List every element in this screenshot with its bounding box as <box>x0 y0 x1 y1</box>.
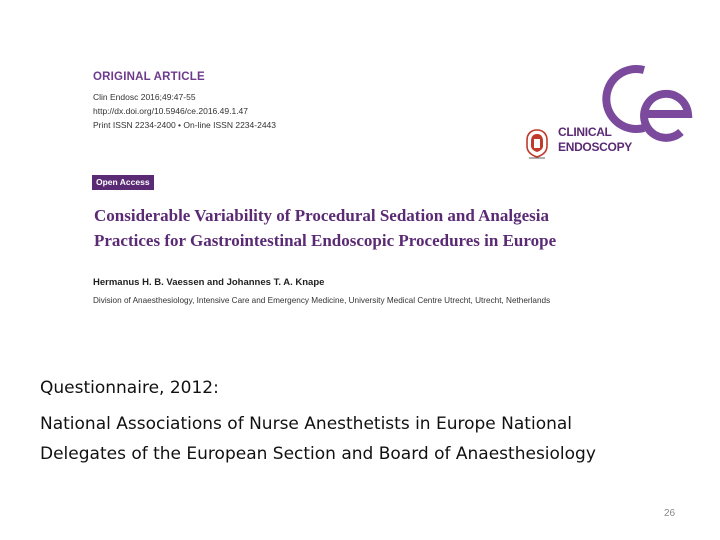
issn-line: Print ISSN 2234-2400 • On-line ISSN 2234-2443 <box>93 120 276 130</box>
article-title-line-2: Practices for Gastrointestinal Endoscopic Procedures in Europe <box>94 231 557 250</box>
slide-text-line-1: Questionnaire, 2012: <box>40 378 219 398</box>
journal-logo-text <box>558 125 632 155</box>
article-type-label: ORIGINAL ARTICLE <box>93 71 205 83</box>
article-title <box>94 203 694 253</box>
slide-text-line-3: Delegates of the European Section and Board of Anaesthesiology <box>40 444 596 464</box>
society-seal-icon <box>524 128 550 160</box>
doi-line[interactable]: http://dx.doi.org/10.5946/ce.2016.49.1.47 <box>93 106 249 116</box>
slide-text-line-2: National Associations of Nurse Anesthetists in Europe National <box>40 414 573 434</box>
article-authors: Hermanus H. B. Vaessen and Johannes T. A. Knape <box>93 277 325 288</box>
citation-line: Clin Endosc 2016;49:47-55 <box>93 92 196 102</box>
article-title-line-1: Considerable Variability of Procedural Sedation and Analgesia <box>94 206 549 225</box>
page-number: 26 <box>664 508 676 519</box>
article-affiliation: Division of Anaesthesiology, Intensive Care and Emergency Medicine, University Medical Centre Utrecht, Utrecht, Netherlands <box>93 296 551 305</box>
logo-line-endoscopy: ENDOSCOPY <box>558 140 632 154</box>
logo-line-clinical: CLINICAL <box>558 125 612 139</box>
open-access-badge: Open Access <box>92 175 154 190</box>
